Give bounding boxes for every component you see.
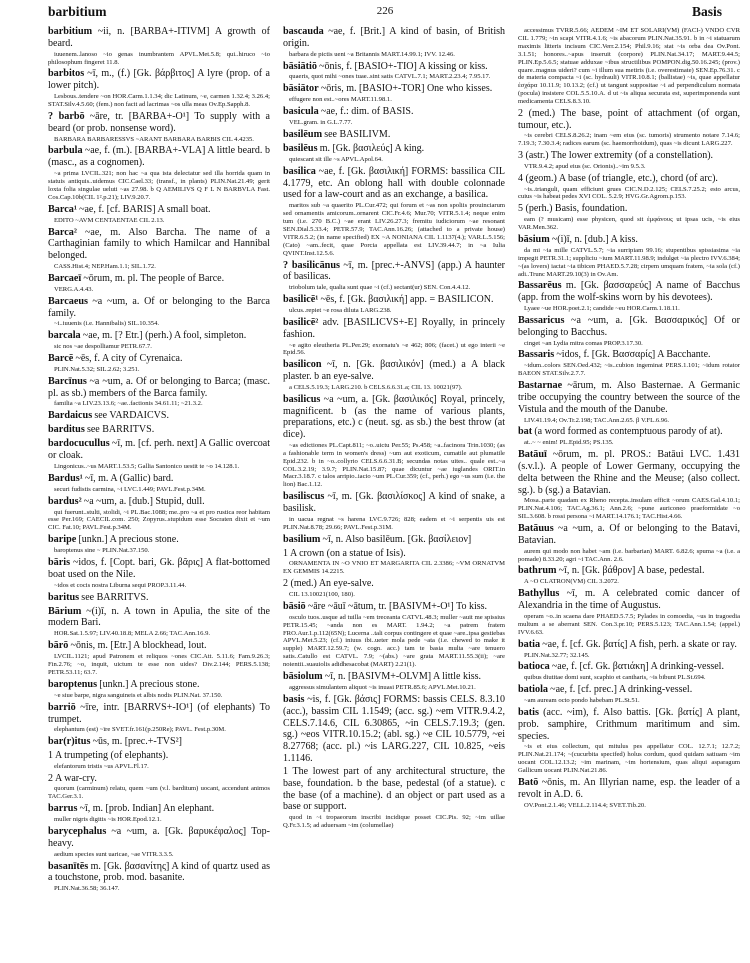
citation: quod in ~i tropaeorum inscribi incidique posset CIC.Pis. 92; ~im uillae Q.Fr.3.1.5; ad aduersam ~im (columellae): [283, 814, 505, 829]
headword: Bastarnae: [518, 380, 563, 392]
dictionary-entry: [518, 684, 740, 705]
citation: EDITO ~AVM CENTAENTAE CIL 2.13.: [54, 216, 165, 224]
headword: bat: [518, 426, 533, 438]
dictionary-entry: [518, 426, 740, 447]
headword: bar(r)itus: [48, 736, 91, 748]
citation: in uacua regnat ~s harena LVC.9.726; 828; eadem et ~i serpentis uis est PLIN.Nat.8.78; 29.66; PAVL.Fest.p.31M.: [283, 515, 505, 531]
dictionary-entry: [283, 359, 505, 392]
dictionary-entry: [48, 826, 270, 859]
dictionary-entry: [518, 639, 740, 660]
dictionary-entry: [48, 557, 270, 590]
citation: ~i..iuuenis (i.e. Hannibalis) SIL.10.354.: [54, 320, 160, 328]
citation: OV.Pont.2.1.46; VELL.2.114.4; SVET.Tib.20.: [524, 801, 646, 809]
citation: eam (? musicam) esse physicen, quod sit ἐμφάνους ut ipsas ucis, ~is eius VAR.Men.362.: [518, 216, 740, 231]
dictionary-entry: [518, 565, 740, 586]
citation: at..~ ~ enim! PL.Epid.95; PS.135.: [524, 439, 614, 447]
definition: ~a ~um, a. [Gk. Βασσαρικός] Of or belonging to Bacchus.: [518, 314, 740, 338]
definition: ~a ~um, a. [Gk. βασιλικός] Royal, princely, magnificent. b (as the name of various plants, preparations, etc.) c (neut. sg. as sb.) the best throw (at dice).: [283, 393, 505, 441]
dictionary-entry: [283, 491, 505, 531]
definition: ~ōrum, m. pl. The people of Barce.: [83, 272, 225, 284]
citation: PLIN.Nat.5.32; SIL.2.62; 3.251.: [54, 365, 140, 373]
headword: barbitium: [48, 26, 93, 37]
headword: batioca: [518, 661, 550, 673]
dictionary-entry: [283, 61, 505, 82]
headword: Barca²: [48, 226, 77, 238]
header-right-guideword: Basis: [691, 4, 722, 19]
headword: bascauda: [283, 26, 324, 37]
dictionary-entry: [48, 353, 270, 374]
dictionary-entry: [518, 449, 740, 521]
column-left: [48, 26, 270, 895]
citation: A ~O CLATRON(VM) CIL 3.2072.: [524, 578, 619, 586]
dictionary-entry: [283, 601, 505, 669]
headword: bāsium: [518, 233, 550, 245]
dictionary-entry: [283, 548, 505, 577]
citation: PLIN.Nat.36.58; 36.147.: [54, 885, 120, 893]
dictionary-entry: [518, 234, 740, 279]
citation: ~idos et cocis nostra Liburna sequi PROP.3.11.44.: [54, 581, 187, 589]
dictionary-entry: [48, 750, 270, 771]
headword: bāsiō: [283, 600, 306, 612]
citation: da mi ~ia mille CATVL.5.7; ~ia surripiam 99.16; stupentibus spissiasima ~ia impegit PETR.31.1; suppliciu ~ium MART.11.98.9; indulget ~ia plectro IVV.6.384; ~(as lovers) iactat ~ia tibicen PHAED.5.7.28; cirpem umquam fratem, ~ia sola (cf.) adi..Trunc MART.29.10(3) in Ov.Am.: [518, 246, 740, 278]
definition: ~ōnis, m. [Etr.] A blockhead, lout.: [70, 640, 207, 652]
definition: ~a ~um, a. [dub.] Stupid, dull.: [83, 495, 205, 507]
citation: effugere non est..~ores MART.11.98.1.: [289, 96, 392, 104]
citation: operam ~o..in scaena dare PHAED.5.7.5; Pylades in comoedia, ~us in tragoedia multum a se aberrant SEN. Con.3.pr.10; PERS.5.123; TAC.Ann.1.54; (appel.) IVV.6.63.: [518, 612, 740, 636]
definition: ~ae, f. [cf. prec.] A drinking-vessel.: [550, 684, 693, 696]
headword: basiliscus: [283, 491, 325, 503]
dictionary-entry: [283, 83, 505, 104]
definition: see VARDAICVS.: [94, 410, 169, 422]
definition: ~ī, n. [Gk. βασιλικόν] (med.) a A black plaster. b an eye-salve.: [283, 359, 505, 383]
headword: basilicon: [283, 359, 322, 371]
dictionary-entry: [518, 280, 740, 313]
dictionary-entry: [48, 438, 270, 471]
dictionary-entry: [283, 694, 505, 764]
citation: muller nigris digitis ~is HOR.Epod.12.1.: [54, 816, 162, 824]
headword: baripe: [48, 534, 77, 546]
definition: ~ārum, m. Also Basternae. A Germanic tribe occupying the country between the source of the Vistula and the mouth of the Danube.: [518, 380, 740, 415]
dictionary-entry: [283, 766, 505, 830]
dictionary-entry: [48, 273, 270, 294]
dictionary-entry: [518, 27, 740, 106]
definition: ~ōnis, m. An Illyrian name, esp. the leader of a revolt in A.D. 6.: [518, 777, 740, 801]
page-header: [48, 4, 722, 24]
citation: aurem qui modo non habet ~am (i.e. barbarian) MART. 6.82.6; spuma ~a (i.e. a pomade) 8.33.20; agri ~i TAC.Ann. 2.6.: [518, 547, 740, 563]
headword: bathrum: [518, 565, 557, 577]
definition: ~idos, f. [Copt. bari, Gk. βᾶρις] A flat-bottomed boat used on the Nile.: [48, 557, 270, 580]
definition: 1 A crown (on a statue of Isis).: [283, 547, 406, 559]
headword: barbitos: [48, 68, 85, 80]
citation: sic nos ~ae despolliamur PETR.67.7.: [54, 343, 152, 351]
citation: CIL 13.10021(100, 180).: [289, 590, 355, 598]
citation: ~is..trianguli, quam efficiunt grues CIC.N.D.2.125; CELS.7.25.2; esto arcus, cuius ~is habeat pedes XVI COL. 5.2.9; HVG.Gr.Agrom.p.153.: [518, 185, 740, 201]
headword: bāsiātor: [283, 83, 319, 95]
headword: Barca¹: [48, 203, 77, 215]
dictionary-entry: [48, 410, 270, 422]
headword: Batāuus: [518, 523, 554, 534]
definition: 5 (perh.) Basis, foundation.: [518, 203, 628, 215]
headword: bardocucullus: [48, 438, 110, 450]
headword: baritus: [48, 591, 80, 603]
definition: ~ae, f. (m.). [BARBA+-VLA] A little beard. b (masc., as a cognomen).: [48, 145, 270, 169]
citation: ~a prima LVCIL.321; non hac ~a qua ista delectatur sed illa horrida quam in statuis antiquis..uidemus CIC.Cael.33; (transf., in plants) PLIN.Nat.21.49; gerit loxta folia singulae ueluti ~as 27.98. b Q AEMILIVS Q F L N BARBVLA Fast. Cos.Cap.10b(CIL 1².p.21); LIV.9.20.7.: [48, 170, 270, 201]
definition: ~ae, f. [cf. BARIS] A small boat.: [79, 203, 211, 215]
definition: 4 (geom.) A base (of triangle, etc.), chord (of arc).: [518, 172, 718, 184]
dictionary-entry: [518, 108, 740, 148]
headword: basilium: [283, 533, 321, 545]
column-right: [518, 26, 740, 812]
headword: batiola: [518, 684, 549, 696]
headword: Bardaicus: [48, 410, 93, 422]
headword: barbula: [48, 145, 83, 157]
headword: bāsiolum: [283, 671, 323, 683]
definition: ~īre, intr. [BARRVS+-IO¹] (of elephants) To trumpet.: [48, 701, 271, 725]
headword: basilicus: [283, 393, 321, 405]
headword: basicula: [283, 106, 319, 118]
dictionary-entry: [283, 394, 505, 489]
dictionary-entry: [283, 294, 505, 315]
definition: [unkn.] A precious stone.: [99, 678, 200, 690]
headword: barcala: [48, 330, 81, 342]
headword: Bassarēus: [518, 280, 562, 292]
citation: VERG.A.4.43.: [54, 285, 94, 293]
dictionary-entry: [283, 143, 505, 164]
definition: adv. [BASILICVS+-E] Royally, in princely fashion.: [283, 316, 506, 340]
header-left-guideword: barbitium: [48, 4, 107, 19]
definition: m. [Gk. βασανίτης] A kind of quartz used as a touchstone, prob. mod. basanite.: [48, 860, 270, 884]
dictionary-entry: [518, 150, 740, 171]
definition: ~ae, f. [cf. Gk. βατιάκη] A drinking-vessel.: [551, 661, 724, 673]
dictionary-entry: [518, 203, 740, 232]
definition: ~ī, n. [Gk. βάθρον] A base, pedestal.: [558, 565, 705, 577]
definition: ~a ~um, a. [Gk. βαρυκέφαλος] Top-heavy.: [48, 825, 270, 849]
headword: bārō: [48, 640, 69, 652]
citation: VEL.gram. in G.L.7.77.: [289, 119, 353, 127]
headword: batis: [518, 707, 539, 719]
definition: ~ōnis, f. [BASIO+-TIO] A kissing or kiss.: [319, 60, 488, 72]
definition: ~ae, f. [Brit.] A kind of basin, of British origin.: [283, 26, 505, 49]
dictionary-entry: [48, 111, 270, 144]
definition: ~āre, tr. [BARBA+-O¹] To supply with a beard (or prob. nonsense word).: [48, 110, 270, 134]
dictionary-entry: [48, 204, 270, 225]
citation: maritos sub ~a quaerito PL.Cur.472; qui forum et ~as non spoliis prouinciarum sed ornamentis amicorum..ornarent CIC.Fr.4.6; Mur.70; VITR.5.1.4; neque enim tum (i.e. 270 B.C.) ~ae erant LIV.26.27.3; fremitu iudiciorum ~ae resonant SEN.Dial.5.33.4; PETR.57.9; TAC.Ann.16.26; (attached to a private house) VITR.6.5.2; (in name specified) EX ~A NONIANA CIL 1.1137(4.); VAR.L.5.156; (Cato) ~am..fecit, quae Porcia appellata est LIV.39.44.7; in ~a Iulia QVINT.Inst.12.5.6.: [283, 202, 505, 257]
citation: HOR.Sat.1.5.97; LIV.40.18.8; MELA 2.66; TAC.Ann.16.9.: [54, 630, 211, 638]
headword: Barcē: [48, 352, 74, 364]
dictionary-entry: [518, 661, 740, 682]
citation: cinget ~an Lydia mitra comas PROP.3.17.30.: [524, 339, 643, 347]
definition: ~ae, m. Also Barcha. The name of a Carthaginian family to which Hamilcar and Hannibal belonged.: [48, 226, 270, 262]
citation: osculo tuos..usque ad tuilla ~em treceanta CATVL.48.3; muller ~auit me spissius PETR.15.45; ~anda non es MART. 1.94.2; ~a patrem fratem FRO.Aur.1.p.112(65N); Lucerna ..tali corpus contingere et quae ~are..ipsa gestiebas APVL.Met.5.23; (cf.) iniuus ibi..ueter mola pede ~ata (i.e. chewed to make it supple) MART.12.59.7; (w. cogn. acc.) tam te basia multa ~are tenuero satis..Catullo est CATVL. 7.9; ~(abs.) ~are grata MART.11.55.3(ii); ~are noientii..suauiolis adidhesacobat (MART) 2.21(1).: [283, 613, 505, 669]
definition: m. [Gk. βασιλεύς] A king.: [319, 143, 425, 154]
dictionary-entry: [48, 702, 270, 735]
headword: batia: [518, 638, 541, 650]
dictionary-entry: [48, 861, 270, 894]
headword: bāris: [48, 557, 71, 569]
citation: Lyaee ~ue HOR.poet.2.1; candide ~eu HOR.Carm.1.18.11.: [524, 305, 680, 313]
dictionary-entry: [518, 173, 740, 202]
citation: quaeris, quot mihi ~ones tuae..sint satis CATVL.7.1; MART.2.23.4; 7.95.17.: [289, 73, 491, 81]
headword: ? barbō: [48, 110, 85, 122]
dictionary-entry: [283, 166, 505, 258]
dictionary-entry: [48, 68, 270, 108]
dictionary-entry: [48, 296, 270, 329]
dictionary-entry: [518, 380, 740, 424]
definition: ~ī, m. [prec.+-ANVS] (app.) A haunter of basilicas.: [283, 259, 505, 283]
dictionary-entry: [48, 773, 270, 802]
headword: basilicē¹: [283, 294, 319, 306]
definition: (acc. ~im), f. Also battis. [Gk. βατίς] A plant, prob. samphire, Crithmum maritimum and sim. species.: [518, 707, 740, 742]
definition: (a word formed as contemptuous parody of at).: [534, 426, 723, 438]
dictionary-entry: [283, 534, 505, 546]
headword: basilicē²: [283, 316, 319, 328]
definition: ~ī, m. [cf. perh. next] A Gallic overcoat or cloak.: [48, 438, 270, 462]
dictionary-entry: [518, 315, 740, 348]
headword: ? basilicānus: [283, 259, 340, 271]
definition: 1 The lowest part of any architectural structure, the base, foundation. b the base, pedestal (of a statue). c the base (of a machine). d an object or part used as a base or support.: [283, 766, 505, 813]
dictionary-entry: [48, 424, 270, 436]
headword: basilēus: [283, 143, 318, 154]
headword: bāsiātiō: [283, 60, 317, 72]
citation: quiescant sit ille ~s APVL.Apol.64.: [289, 155, 383, 163]
dictionary-entry: [283, 578, 505, 599]
citation: LIV.41.19.4; Ov.Tr.2.198; TAC.Ann.2.65. β V.FL.6.96.: [524, 416, 670, 424]
definition: ~ae, m. [? Etr.] (perh.) A fool, simpleton.: [82, 330, 247, 342]
dictionary-entry: [48, 534, 270, 555]
citation: a CELS.5.19.3; LARG.210. b CELS.6.6.31.a; CIL 13. 10021(97).: [289, 383, 463, 391]
definition: see BARRITVS.: [86, 424, 155, 436]
dictionary-entry: [518, 707, 740, 775]
definition: see BASILIVM.: [324, 129, 391, 141]
citation: familia ~a LIV.23.13.6; ~ae..factionis 34.61.11; ~21.3.2.: [54, 400, 203, 408]
headword: Bathyllus: [518, 588, 560, 600]
headword: barrus: [48, 803, 78, 815]
definition: ~ī, n. Also basilēum. [Gk. βασίλειον]: [322, 533, 472, 545]
definition: ~(i)ī, n. [dub.] A kiss.: [551, 233, 638, 245]
definition: ~ae, f. [cf. Gk. βατίς] A fish, perh. a skate or ray.: [542, 638, 737, 650]
headword: Barcīnus: [48, 375, 87, 387]
citation: ~e siue barpe, nigra sanguineis et albis nodis PLIN.Nat. 37.150.: [54, 691, 223, 699]
definition: ~ī, m. A celebrated comic dancer of Alexandria in the time of Augustus.: [518, 588, 740, 612]
citation: quorum (carminum) relatu, quem ~um (v.l. barditum) uocant, accendunt animos TAC.Ger.3.1.: [48, 785, 270, 801]
definition: ~āre ~āuī ~ātum, tr. [BASIVM+-O¹] To kiss.: [307, 600, 488, 612]
definition: 3 (astr.) The lower extremity (of a constellation).: [518, 150, 714, 162]
citation: ~e agito eleutheria PL.Per.29; exornatu's ~e 462; 806; (facet.) ut ego interii ~e Epid.56.: [283, 341, 505, 357]
definition: 1 A trumpeting (of elephants).: [48, 750, 169, 762]
citation: aedium species sunt uaricae, ~ae VITR.3.3.5.: [54, 850, 174, 858]
citation: ~idum..colors SEN.Oed.432; ~is..cubion ingeminat PERS.1.101; ~idum rotator BAEON STAT.Silv.2.7.7.: [518, 362, 740, 378]
headword: Bardus¹: [48, 472, 83, 484]
definition: ~idos, f. [Gk. Βασσαρίς] A Bacchante.: [556, 349, 711, 361]
citation: triobolum tale, qualia sunt quae ~i (cf.) sectant(ur) SEN. Con.4.4.12.: [289, 284, 471, 292]
definition: ~ii, n. [BARBA+-ITIVM] A growth of beard.: [48, 26, 270, 49]
headword: Barcaeī: [48, 272, 82, 284]
dictionary-entry: [518, 523, 740, 563]
dictionary-entry: [283, 671, 505, 692]
citation: barbara de pictis ueni ~a Britannis MART.14.99.1; IVV. 12.46.: [289, 50, 455, 58]
headword: barriō: [48, 701, 76, 713]
citation: ~as edictiones PL.Capt.811; ~o..uictu Per.55; Ps.458; ~a..facinora Trin.1030; (as a fashionable term in women's dress) ~um aut exoticum, cumatile aut plumatile Epid.232. b in ~o..collyrio CELS.6.6.31.B; secundas notas uites.. quale est..~a COL.3.2.19; 3.9.7; PLIN.Nat.15.87; quae dicuntur ~ae iuglandes ORIT.in Macr.3.18.7. c talos arripio..iacio ~um PL.Cur.359; (cf., perh.) ego ~us sum (i.e. the lion) Bac.1.12.: [283, 441, 505, 489]
dictionary-entry: [518, 777, 740, 810]
citation: elefantorum tristis ~us APVL.Fl.17.: [54, 762, 149, 770]
definition: ~ī, m. [prob. Indian] An elephant.: [79, 803, 215, 815]
dictionary-entry: [48, 376, 270, 409]
citation: ulcus..repiet ~e rosa diluta LARG.238.: [289, 306, 392, 314]
definition: 2 (med.) The base, point of attachment (of organ, tumour, etc.).: [518, 108, 740, 131]
citation: PLIN.Nat.32.77; 32.145.: [524, 651, 590, 659]
citation: Mosa..parte quadam ex Rheno recepta..insulam efficit ~orum CAES.Gal.4.10.1; PLIN.Nat.4.106; TAC.Ag.36.1; Ann.2.6; ~pune auriconeo praeformidate ~o SIL.3.608. b rossi persona ~i MART.14.176.1; TAC.Hist.4.66.: [518, 497, 740, 521]
citation: Lingonicus..~us MART.1.53.5; Gallia Santonico uestit te ~o 14.128.1.: [54, 462, 240, 470]
headword: bardus²: [48, 495, 82, 507]
headword: Bārium: [48, 605, 82, 617]
citation: quibus diutitae domi sunt, scaphio et cantharis, ~is bibunt PL.St.694.: [524, 674, 706, 682]
dictionary-entry: [283, 106, 505, 127]
definition: 2 A war-cry.: [48, 772, 97, 784]
citation: accessimus TVRR.5.66; AEDEM ~IM ET SOLARI(VM) (FACI-) VNDO CVR CIL 1.779; ~in scapi VITR.4.1.6; ~is abacorum PLIN.Nat.35.91. b in ~i statuarum maximis litteris incisum CIC.Verr.2.154; Phil.9.16; stat ~is orba dea Ov.Pont. 3.1.51; honores..~apus inseruit (corpore) PLIN.Nat.34.17; MART.9.44.5; PLIN.Ep.5.6.5; statuae adduxae ~ibus structilibus POMPON.dig.50.16.245; (prov.) quare..magnus uideri? cum ~i illum sua metiris (i.e. overestimate) SEN.Ep.76.31. c de materia compacta ~i (sc. hydrauli) VITR.10.8.1; (ballistae) ~is, quae appellatur ἐσχάρα 10.11.9; 10.13.2; (cf.) ut tangunt suppositae ~i ad perpendiculum normata (pocula) insistere COL.5.5.10.A. d ut ~is aliqua securata est, superimponenda sunt medicamenta CELS.8.3.10.: [518, 27, 740, 106]
headword: barditus: [48, 424, 85, 436]
dictionary-entry: [48, 679, 270, 700]
citation: ~is et eius collectum, qui mitulus pes appellatur COL. 12.7.1; 12.7.2; PLIN.Nat.21.174; ~(cucurbita specifed) holus cordum, quod quidam satiuam ~im uocant COL.12.13.2; ~im marinam, ~im hortensium, quas aliqui asparagum Gallicum uocant PLIN.Nat.21.86.: [518, 743, 740, 775]
page-number: 226: [376, 5, 394, 17]
definition: 2 (med.) An eye-salve.: [283, 578, 374, 590]
headword: basilēum: [283, 129, 323, 141]
definition: ~is, f. [Gk. βάσις] FORMS: bassis CELS. 8.3.10 (acc.), bassim CIL 1.1549; (acc. sg.) ~em VITR.9.4.2, CELS.7.14.6, CIL 6.30865, ~in CELS.7.19.3; (gen. sg.) ~eos VITR.10.15.2; (abl. sg.) ~e CIL 10.5779, ~ei 8.27768; (acc. pl.) ~is LARG.227, CIL 10.825, ~eis 1.1146.: [283, 693, 505, 764]
definition: ~ae, f. [Gk. βασιλική] FORMS: bassilica CIL 4.1779, etc. An oblong hall with double colonnade used for a law-court and as an exchange, a basilica.: [283, 165, 505, 201]
headword: Bassaris: [518, 349, 555, 361]
dictionary-entry: [48, 736, 270, 748]
dictionary-entry: [48, 227, 270, 271]
definition: ~(i)ī, n. A town in Apulia, the site of the modern Bari.: [48, 605, 270, 629]
headword: barycephalus: [48, 825, 107, 837]
dictionary-entry: [48, 496, 270, 533]
headword: basis: [283, 693, 305, 705]
dictionary-entry: [283, 317, 505, 357]
citation: ORNAMENTA IN ~O VNIO ET MARGARITA CIL 2.3386; ~VM ORNATVM EX GEMMIS 14.2215.: [283, 560, 505, 576]
citation: aggressus simulantem aliquot ~is inuasi PETR.85.6; APVL.Met.10.21.: [289, 683, 476, 691]
dictionary-entry: [48, 473, 270, 494]
headword: baroptenus: [48, 678, 98, 690]
definition: ~ūs, m. [prec.+-TVS²]: [92, 736, 182, 748]
citation: VTR.9.4.2; apud eius (sc. Orionis)..~im 9.5.3.: [524, 162, 646, 170]
definition: ~ī, m. [Gk. βασιλίσκος] A kind of snake, a basilisk.: [283, 491, 505, 515]
headword: basilica: [283, 165, 316, 177]
definition: ~ī, m. A (Gallic) bard.: [84, 472, 174, 484]
definition: ~ēs, f. [Gk. βασιλική] app. = BASILICON.: [320, 294, 494, 306]
headword: Batō: [518, 777, 539, 789]
dictionary-entry: [48, 803, 270, 824]
dictionary-entry: [48, 606, 270, 639]
definition: ~ōris, m. [BASIO+-TOR] One who kisses.: [320, 83, 493, 95]
headword: Batāuī: [518, 449, 547, 461]
headword: Bassaricus: [518, 314, 565, 326]
dictionary-entry: [518, 588, 740, 636]
headword: Barcaeus: [48, 295, 88, 307]
citation: Lesbous..tendere ~on HOR.Carm.1.1.34; dic Latinum, ~e, carmen 1.32.4; 3.26.4; STAT.Silv.4.5.60; (fem.) non facit ad lacrimas ~os ulla meas Ov.Ep.Sapph.8.: [48, 93, 270, 108]
definition: [unkn.] A precious stone.: [78, 534, 179, 546]
citation: ~is cerebri CELS.8.26.2; inam ~em eius (sc. tumoris) strumento notare 7.14.6; 7.19.3; 7.30.3.4; radices earum (sc. haemorrhoidum), quas ~is dicunt LARG.227.: [518, 132, 740, 148]
definition: see BARRITVS.: [81, 591, 149, 603]
dictionary-entry: [518, 349, 740, 378]
definition: ~ae, f.: dim. of BASIS.: [320, 106, 414, 118]
citation: securi fudistis carmina, ~i LVC.1.449; PAVL.Fest.p.34M.: [54, 485, 206, 493]
column-middle: [283, 26, 505, 832]
citation: LVCIL.1121; apud Patronem et reliquos ~ones CIC.Att. 5.11.6; Fam.9.26.3; Fin.2.76; ~o, inquit, uictum te esse non uides? Div.2.144; PERS.5.138; PETR.53.11; 63.7.: [48, 653, 270, 676]
citation: qui fuerunt..stulti, stolidi, ~i PL.Bac.1088; me..pro ~a et pro rustica reor habitam esse Per.169; CAECIL.com. 250; Zopyrus..stupidum esse Socraten dixit et ~um CIC. Fat.10; PAVL.Fest.p.34M.: [48, 508, 270, 532]
dictionary-entry: [283, 260, 505, 293]
definition: m. [Gk. βασσαρεύς] A name of Bacchus (app. from the wolf-skins worn by his devotees).: [518, 280, 741, 304]
citation: elephantum (est) ~īre SVET.fr.161(p.250Re); PAVL. Fest.p.30M.: [54, 726, 226, 734]
citation: ~am auream octo pondo habebam PL.St.51.: [524, 697, 640, 705]
definition: ~ī, n. [BASIVM+-OLVM] A little kiss.: [324, 671, 482, 683]
definition: ~ōrum, m. pl. PROS.: Batāui LVC. 1.431 (s.v.l.). A people of Lower Germany, occupying the delta between the Rhine and the Meuse; (also collect. sg.). b (sg.) a Batavian.: [518, 449, 740, 496]
dictionary-entry: [283, 129, 505, 141]
dictionary-entry: [48, 640, 270, 677]
definition: ~a ~um, a. Of or belonging to the Barca family.: [48, 295, 270, 319]
dictionary-entry: [48, 145, 270, 201]
citation: baroptenus sine ~ PLIN.Nat.37.150.: [54, 547, 150, 555]
citation: CASS.Hist.4; NEP.Ham.1.1; SIL.1.72.: [54, 262, 156, 270]
dictionary-entry: [48, 592, 270, 604]
definition: ~a ~um, a. Of or belonging to Barca; (masc. pl. as sb.) members of the Barca family.: [48, 375, 270, 399]
headword: basanītēs: [48, 860, 89, 872]
dictionary-entry: [48, 26, 270, 66]
definition: ~ēs, f. A city of Cyrenaica.: [75, 352, 183, 364]
dictionary-entry: [48, 330, 270, 351]
citation: BARBARA BARBARESSVS ~ARANT BARBARA BARBIS CIL 4.4235.: [54, 135, 254, 143]
dictionary-entry: [283, 26, 505, 59]
citation: iuuenem..lanoso ~io genas inumbrantem APVL.Met.5.8; qui..hiruco ~io philosophum fingeret 11.8.: [48, 50, 270, 66]
definition: ~ī, m., (f.) [Gk. βάρβιτος] A lyre (prop. of a lower pitch).: [48, 68, 270, 92]
definition: ~a ~um, a. Of or belonging to the Batavi, Batavian.: [518, 523, 741, 546]
